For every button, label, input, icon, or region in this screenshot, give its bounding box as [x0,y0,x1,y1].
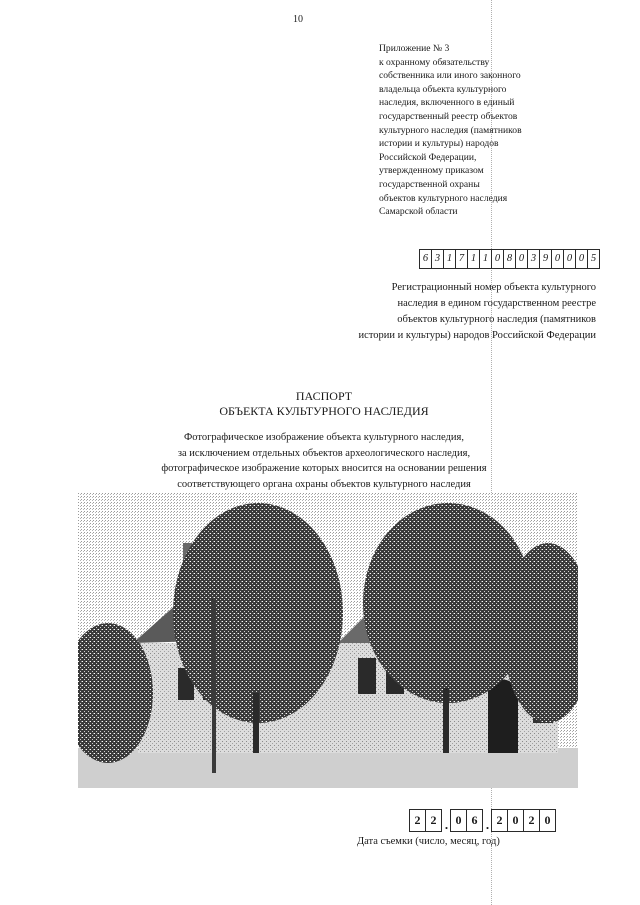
sidewalk [78,748,578,788]
appendix-line: к охранному обязательству [379,56,490,68]
registration-number-boxes [419,249,600,269]
photo-caption [4,430,640,492]
registration-digit: 9 [539,249,552,269]
registration-digit: 3 [527,249,540,269]
date-digit: 6 [466,809,483,832]
date-digit: 2 [425,809,442,832]
registration-caption-line: истории и культуры) народов Российской Федерации [358,330,596,341]
photo-caption-line: за исключением отдельных объектов археологического наследия, [177,447,471,459]
registration-digit: 8 [503,249,516,269]
appendix-block [379,42,579,219]
appendix-line: Российской Федерации, [379,151,477,163]
tree [173,503,343,723]
registration-caption-line: наследия в едином государственном реестре [397,298,596,309]
registration-digit: 1 [479,249,492,269]
registration-caption-line: объектов культурного наследия (памятников [397,314,596,325]
date-digit: 2 [523,809,540,832]
appendix-line: собственника или иного законного [379,70,521,82]
date-digit: 0 [539,809,556,832]
appendix-line: владельца объекта культурного [379,83,507,95]
registration-digit: 0 [491,249,504,269]
appendix-line: истории и культуры) народов [379,138,499,150]
date-digit: 0 [507,809,524,832]
registration-caption [276,280,596,344]
passport-title-line1: ПАСПОРТ [295,389,353,403]
photo-caption-line: фотографическое изображение которых вносится на основании решения [161,463,487,475]
appendix-line: Самарской области [379,206,458,218]
tree-trunk [443,688,449,753]
registration-digit: 3 [431,249,444,269]
passport-title [4,389,640,419]
appendix-line: утвержденному приказом [379,165,484,177]
shoot-date-caption: Дата съемки (число, месяц, год) [357,836,500,847]
building-photo [78,493,578,788]
photo-caption-line: Фотографическое изображение объекта культурного наследия, [184,432,464,443]
registration-digit: 0 [515,249,528,269]
tree-trunk [253,693,259,753]
registration-digit: 5 [587,249,600,269]
appendix-line: наследия, включенного в единый [379,97,515,109]
window [358,658,376,694]
registration-caption-line: Регистрационный номер объекта культурного [391,282,596,293]
date-digit: 2 [491,809,508,832]
date-separator: . [444,817,449,832]
appendix-line: государственной охраны [379,178,480,190]
appendix-line: культурного наследия (памятников [379,124,522,136]
registration-digit: 0 [575,249,588,269]
registration-digit: 7 [455,249,468,269]
date-separator: . [485,817,490,832]
appendix-line: Приложение № 3 [379,43,450,54]
registration-digit: 1 [467,249,480,269]
lamp-pole [212,598,216,773]
date-digit: 2 [409,809,426,832]
shoot-date-boxes [410,809,556,832]
photo-caption-line: соответствующего органа охраны объектов культурного наследия [177,478,471,490]
registration-digit: 0 [551,249,564,269]
date-digit: 0 [450,809,467,832]
building-photo-image [78,493,578,788]
registration-digit: 0 [563,249,576,269]
registration-digit: 6 [419,249,432,269]
page-number: 10 [293,14,303,25]
appendix-line: объектов культурного наследия [379,192,508,204]
appendix-line: государственный реестр объектов [379,110,518,122]
passport-title-line2: ОБЪЕКТА КУЛЬТУРНОГО НАСЛЕДИЯ [219,404,429,418]
registration-digit: 1 [443,249,456,269]
